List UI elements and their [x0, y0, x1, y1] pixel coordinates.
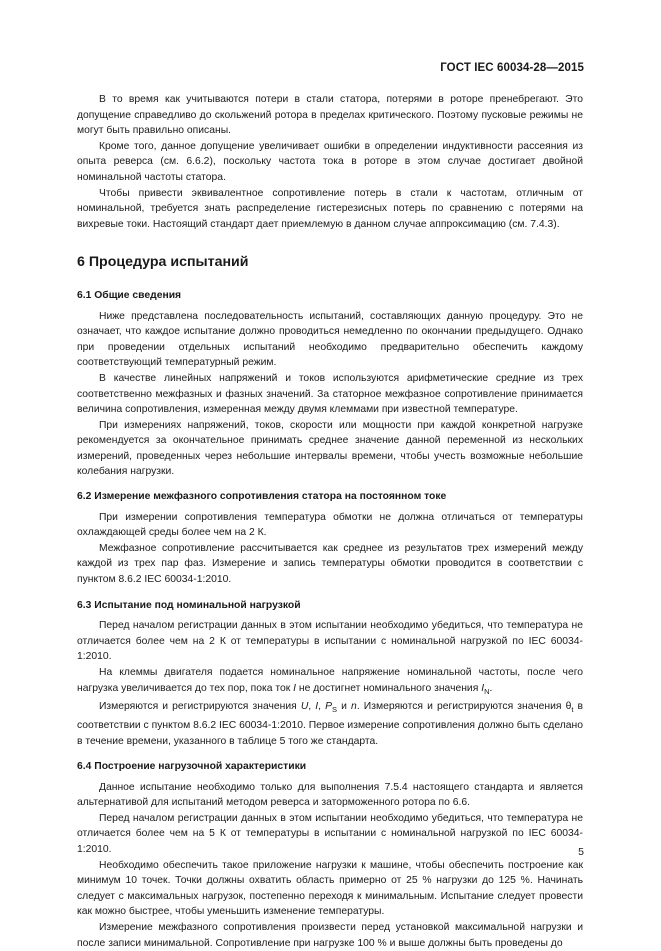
paragraph: Необходимо обеспечить такое приложение нагрузки к машине, чтобы обеспечить построение как минимум 10 точек. Точки должны охватить область примерно от 25 % нагрузки до 125 %. Начинать следует с максимальных нагрузок, постепенно переходя к минимальным. Испытание следует провести как можно быстрее, чтобы уменьшить изменение температуры.: [77, 859, 583, 918]
paragraph: При измерении сопротивления температура обмотки не должна отличаться от температуры охлаждающей среды более чем на 2 К.: [77, 511, 583, 539]
paragraph: Измеряются и регистрируются значения U, I, $P_S$ и n. Измеряются и регистрируются значения $\theta_t$ в соответствии с пунктом 8.6.2 IEC 60034-1:2010. Первое измерение сопротивления должно быть сделано в течение времени, указанного в таблице 5 того же стандарта.: [77, 701, 584, 747]
paragraph: В то время как учитываются потери в стали статора, потерями в роторе пренебрегают. Это допущение справедливо до скольжений ротора в пределах критического. Поэтому пусковые режимы не могут быть правильно описаны.: [77, 94, 583, 137]
subsection-heading: 6.2 Измерение межфазного сопротивления статора на постоянном токе: [77, 491, 447, 503]
paragraph: Межфазное сопротивление рассчитывается как среднее из результатов трех измерений между каждой из трех пар фаз. Измерение и запись температуры обмотки проводится в соответствии с пунктом 8.6.2 IEC 60034-1:2010.: [77, 542, 583, 586]
document-code: ГОСТ IEC 60034-28—2015: [440, 62, 584, 74]
section-heading: 6 Процедура испытаний: [77, 254, 249, 271]
paragraph: Перед началом регистрации данных в этом испытании необходимо убедиться, что температура не отличается более чем на 5 К от температуры в испытании с номинальной нагрузкой по IEC 60034-1:2010.: [77, 812, 583, 856]
paragraph: На клеммы двигателя подается номинальное напряжение номинальной частоты, после чего нагрузка увеличивается до тех пор, пока ток I не достигнет номинального значения $I_N$.: [77, 667, 583, 696]
page-body: [77, 92, 583, 951]
paragraph: Кроме того, данное допущение увеличивает ошибки в определении индуктивности рассеяния из опыта реверса (см. 6.6.2), поскольку частота тока в роторе в этом случае достигает двойной номинальной частоты статора.: [77, 140, 583, 183]
paragraph: Чтобы привести эквивалентное сопротивление потерь в стали к частотам, отличным от номинальной, требуется знать распределение гистерезисных потерь по сравнению с потерями на вихревые токи. Настоящий стандарт дает приемлемую в данном случае аппроксимацию (см. 7.4.3).: [77, 187, 583, 230]
paragraph: Измерение межфазного сопротивления произвести перед установкой максимальной нагрузки и после записи минимальной. Сопротивление при нагрузке 100 % и выше должны быть проведены до: [77, 922, 583, 949]
paragraph: При измерениях напряжений, токов, скорости или мощности при каждой конкретной нагрузке рекомендуется за окончательное принимать среднее значение данной переменной из нескольких измерений, проведенных через небольшие интервалы времени, чтобы учесть возможные небольшие колебания нагрузки.: [77, 419, 583, 478]
paragraph: Ниже представлена последовательность испытаний, составляющих данную процедуру. Это не означает, что каждое испытание должно проводиться немедленно по окончании предыдущего. Однако при проведении отдельных испытаний необходимо предварительно обеспечить каждому соответствующий температурный режим.: [77, 310, 583, 369]
paragraph: Перед началом регистрации данных в этом испытании необходимо убедиться, что температура не отличается более чем на 2 К от температуры в испытании с номинальной нагрузкой по IEC 60034-1:2010.: [77, 620, 583, 663]
subsection-heading: 6.3 Испытание под номинальной нагрузкой: [77, 599, 301, 611]
subsection-heading: 6.1 Общие сведения: [77, 289, 182, 301]
subsection-heading: 6.4 Построение нагрузочной характеристики: [77, 761, 307, 773]
paragraph: В качестве линейных напряжений и токов используются арифметические средние из трех соответственно межфазных и фазных значений. За статорное межфазное сопротивление принимается величина сопротивления, измеренная между двумя клеммами при известной температуре.: [77, 372, 583, 416]
paragraph: Данное испытание необходимо только для выполнения 7.5.4 настоящего стандарта и является альтернативой для испытаний методом реверса и заторможенного ротора по 6.6.: [77, 781, 583, 809]
page-number: 5: [578, 846, 584, 858]
